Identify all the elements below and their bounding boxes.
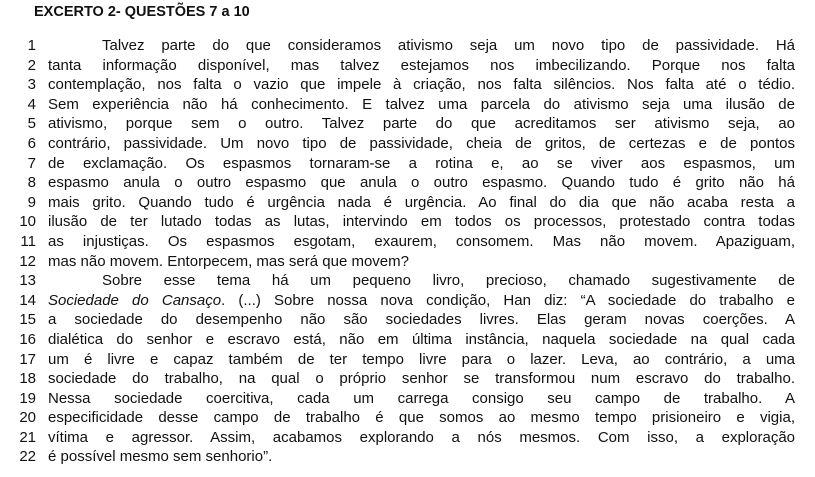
line-number: 19 [19, 389, 36, 407]
text-line [0, 193, 815, 213]
line-text: Sobre esse tema há um pequeno livro, precioso, chamado sugestivamente de [102, 272, 795, 290]
line-number: 14 [19, 291, 36, 309]
line-number: 20 [19, 409, 36, 427]
text-line [0, 95, 815, 115]
excerpt-title: EXCERTO 2- QUESTÕES 7 a 10 [34, 4, 250, 20]
line-number: 16 [19, 330, 36, 348]
line-number: 21 [19, 428, 36, 446]
line-text: vítima e agressor. Assim, acabamos explorando a nós mesmos. Com isso, a exploração [48, 428, 795, 446]
line-number: 8 [27, 174, 36, 192]
text-line [0, 154, 815, 174]
line-number: 13 [19, 272, 36, 290]
line-text: contemplação, nos falta o vazio que impele à criação, nos falta silêncios. Nos falta até o tédio. [48, 76, 795, 94]
text-line [0, 134, 815, 154]
text-line [0, 114, 815, 134]
line-number: 17 [19, 350, 36, 368]
text-line [0, 252, 815, 272]
line-text: é possível mesmo sem senhorio”. [48, 448, 273, 466]
line-text: contrário, passividade. Um novo tipo de passividade, cheia de gritos, de certezas e de pontos [48, 134, 795, 152]
line-number: 11 [20, 232, 36, 250]
line-number: 3 [27, 76, 36, 94]
excerpt-body [0, 36, 815, 467]
line-text: Talvez parte do que consideramos ativismo seja um novo tipo de passividade. Há [102, 37, 795, 54]
line-text: especificidade desse campo de trabalho é que somos ao mesmo tempo prisioneiro e vigia, [48, 409, 795, 427]
text-line [0, 310, 815, 330]
line-text: mais grito. Quando tudo é urgência nada é urgência. Ao final do dia que não acaba resta a [48, 193, 795, 211]
line-number: 2 [27, 56, 36, 74]
text-line [0, 56, 815, 76]
line-text: dialética do senhor e escravo está, não em última instância, naquela sociedade na qual cada [48, 330, 795, 348]
line-number: 15 [19, 311, 36, 329]
text-line [0, 271, 815, 291]
line-text: de exclamação. Os espasmos tornaram-se a rotina e, ao se viver aos espasmos, um [48, 154, 795, 172]
line-text: tanta informação disponível, mas talvez estejamos nos imbecilizando. Porque nos falta [48, 56, 795, 74]
line-text: mas não movem. Entorpecem, mas será que movem? [48, 252, 409, 270]
text-line [0, 212, 815, 232]
line-text: sociedade do trabalho, na qual o próprio senhor se transformou num escravo do trabalho. [48, 370, 795, 388]
line-number: 1 [27, 37, 36, 54]
line-number: 7 [27, 154, 36, 172]
line-number: 6 [27, 134, 36, 152]
text-line [0, 389, 815, 409]
line-number: 5 [27, 115, 36, 133]
book-title: Sociedade do Cansaço [48, 291, 222, 309]
text-line [0, 291, 815, 311]
line-number: 10 [19, 213, 36, 231]
line-number: 9 [27, 193, 36, 211]
line-text: a sociedade do desempenho não são sociedades livres. Elas geram novas coerções. A [48, 311, 795, 329]
text-line [0, 330, 815, 350]
text-line [0, 232, 815, 252]
line-text [48, 291, 795, 311]
text-line [0, 447, 815, 467]
line-text: ilusão de ter lutado todas as lutas, intervindo em todos os processos, protestado contra todas [48, 213, 795, 231]
text-line [0, 369, 815, 389]
line-number: 22 [19, 448, 36, 466]
line-text: Nessa sociedade coercitiva, cada um carrega consigo seu campo de trabalho. A [48, 389, 795, 407]
line-text-rest: . (...) Sobre nossa nova condição, Han diz: “A sociedade do trabalho e [221, 291, 795, 309]
text-line [0, 428, 815, 448]
line-text: um é livre e capaz também de ter tempo livre para o lazer. Leva, ao contrário, a uma [48, 350, 795, 368]
line-number: 12 [19, 252, 36, 270]
line-number: 18 [19, 370, 36, 388]
line-text: ativismo, porque sem o outro. Talvez parte do que acreditamos ser ativismo seja, ao [48, 115, 795, 133]
text-line [0, 36, 815, 56]
line-text: Sem experiência não há conhecimento. E talvez uma parcela do ativismo seja uma ilusão de [48, 95, 795, 113]
text-line [0, 75, 815, 95]
line-number: 4 [27, 95, 36, 113]
line-text: espasmo anula o outro espasmo que anula o outro espasmo. Quando tudo é grito não há [48, 174, 795, 192]
text-line [0, 350, 815, 370]
line-text: as injustiças. Os espasmos esgotam, exaurem, consomem. Mas não movem. Apaziguam, [48, 232, 795, 250]
text-line [0, 408, 815, 428]
text-line [0, 173, 815, 193]
